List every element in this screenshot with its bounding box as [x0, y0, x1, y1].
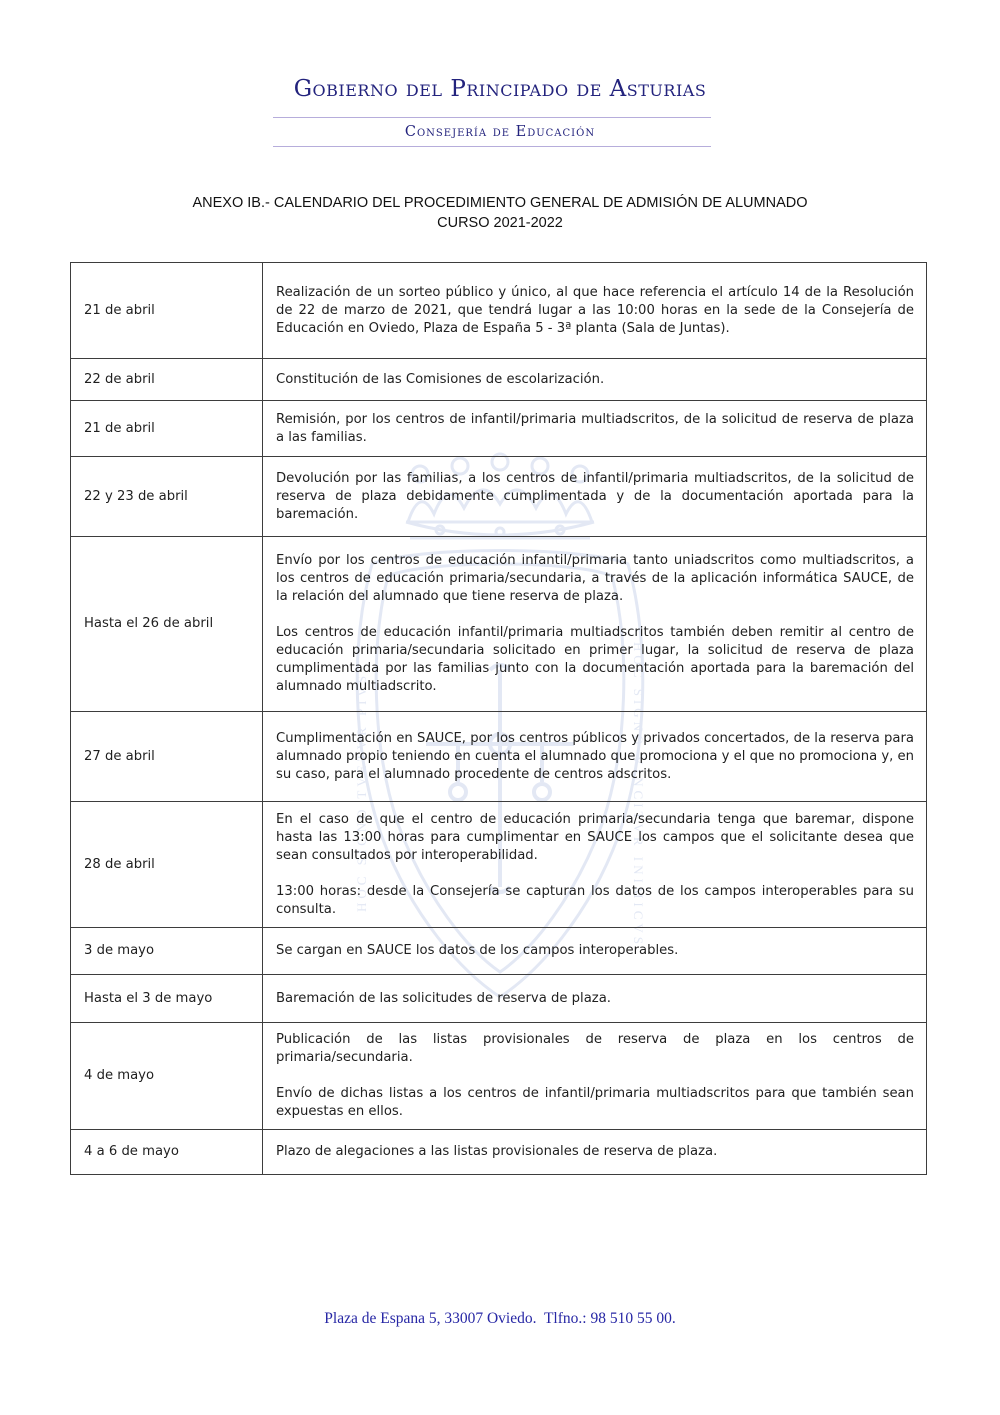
row-description	[263, 263, 927, 359]
row-date: 27 de abril	[71, 712, 263, 802]
row-date: 21 de abril	[71, 263, 263, 359]
table-row	[71, 263, 927, 359]
row-description	[263, 712, 927, 802]
government-org-title: Gobierno del Principado de Asturias	[293, 76, 707, 102]
table-row	[71, 1023, 927, 1130]
row-date: 4 de mayo	[71, 1023, 263, 1130]
table-row	[71, 457, 927, 537]
row-description	[263, 975, 927, 1023]
row-description	[263, 537, 927, 712]
table-row	[71, 712, 927, 802]
description-paragraph: Devolución por las familias, a los centros de infantil/primaria multiadscritos, de la solicitud de reserva de plaza debidamente cumplimentada y de la documentación aportada para la baremación.	[276, 470, 914, 522]
table-row	[71, 401, 927, 457]
description-paragraph: Envío de dichas listas a los centros de infantil/primaria multiadscritos para que también sean expuestas en ellos.	[276, 1086, 914, 1119]
row-description	[263, 1130, 927, 1175]
row-description	[263, 1023, 927, 1130]
row-date: 3 de mayo	[71, 928, 263, 975]
table-row	[71, 802, 927, 928]
description-paragraph: Realización de un sorteo público y único, al que hace referencia el artículo 14 de la Resolución de 22 de marzo de 2021, que tendrá lugar a las 10:00 horas en la sede de la Consejería de Educación en Oviedo, Plaza de España 5 - 3ª planta (Sala de Juntas).	[276, 284, 914, 336]
footer-address: Plaza de Espana 5, 33007 Oviedo. Tlfno.: 98 510 55 00.	[324, 1310, 676, 1327]
row-date: 4 a 6 de mayo	[71, 1130, 263, 1175]
table-row	[71, 975, 927, 1023]
header-divider-bottom	[273, 146, 711, 147]
row-date: 28 de abril	[71, 802, 263, 928]
description-paragraph: Constitución de las Comisiones de escolarización.	[276, 371, 605, 387]
description-paragraph: Baremación de las solicitudes de reserva de plaza.	[276, 990, 611, 1006]
row-date: 22 y 23 de abril	[71, 457, 263, 537]
row-date: 21 de abril	[71, 401, 263, 457]
document-title	[0, 193, 1000, 233]
description-paragraph: Remisión, por los centros de infantil/primaria multiadscritos, de la solicitud de reserva de plaza a las familias.	[276, 411, 914, 445]
description-paragraph: Cumplimentación en SAUCE, por los centros públicos y privados concertados, de la reserva para alumnado propio teniendo en cuenta el alumnado que promociona y el que no promociona y, en su caso, para el alumnado procedente de centros adscritos.	[276, 730, 914, 782]
row-description	[263, 359, 927, 401]
description-paragraph: 13:00 horas: desde la Consejería se capturan los datos de los campos interoperables para su consulta.	[276, 883, 914, 917]
document-title-line2: CURSO 2021-2022	[437, 215, 563, 231]
description-paragraph: Publicación de las listas provisionales de reserva de plaza en los centros de primaria/secundaria.	[276, 1032, 914, 1065]
description-paragraph: Envío por los centros de educación infantil/primaria tanto uniadscritos como multiadscritos, a los centros de educación primaria/secundaria, a través de la aplicación informática SAUCE, de la relación del alumnado que tiene reserva de plaza.	[276, 553, 914, 604]
department-title: Consejería de Educación	[404, 124, 596, 140]
description-paragraph: Los centros de educación infantil/primaria multiadscritos también deben remitir al centro de educación primaria/secundaria solicitado en primer lugar, la solicitud de reserva de plaza cumplimentada por las familias junto con la documentación aportada para la baremación del alumnado multiadscrito.	[276, 625, 914, 694]
row-description	[263, 401, 927, 457]
description-paragraph: En el caso de que el centro de educación primaria/secundaria tenga que baremar, dispone hasta las 13:00 horas para cumplimentar en SAUCE los campos que el solicitante desea que sean consultados por interoperabilidad.	[276, 811, 914, 863]
description-paragraph: Se cargan en SAUCE los datos de los campos interoperables.	[276, 943, 679, 958]
row-description	[263, 928, 927, 975]
table-row	[71, 1130, 927, 1175]
document-title-line1: ANEXO IB.- CALENDARIO DEL PROCEDIMIENTO GENERAL DE ADMISIÓN DE ALUMNADO	[192, 195, 808, 211]
watermark-motto-left: HOC SIGNO TVETVR PIVS	[354, 671, 369, 912]
table-row	[71, 359, 927, 401]
table-row	[71, 928, 927, 975]
watermark-motto-right: HOC SIGNO VINCITVR INIMICVS	[631, 642, 646, 949]
header-divider-top	[273, 117, 711, 118]
row-date: Hasta el 26 de abril	[71, 537, 263, 712]
description-paragraph: Plazo de alegaciones a las listas provisionales de reserva de plaza.	[276, 1144, 718, 1159]
row-date: Hasta el 3 de mayo	[71, 975, 263, 1023]
row-date: 22 de abril	[71, 359, 263, 401]
row-description	[263, 457, 927, 537]
row-description	[263, 802, 927, 928]
calendar-table	[70, 262, 927, 1175]
table-row	[71, 537, 927, 712]
